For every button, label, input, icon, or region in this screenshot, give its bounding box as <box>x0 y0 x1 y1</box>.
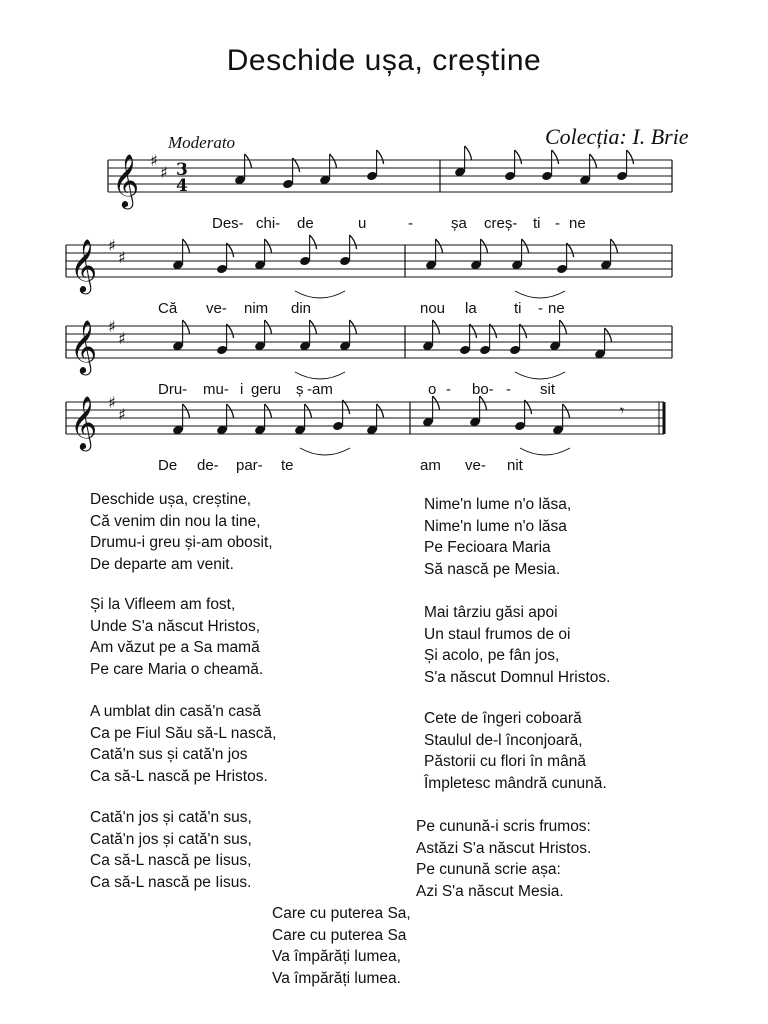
sharp-icon: ♯ <box>118 248 126 267</box>
note-flag <box>350 235 357 249</box>
eighth-rest-icon: 𝄾 <box>620 401 625 420</box>
verse-line: De departe am venit. <box>90 555 234 573</box>
tempo-marking: Moderato <box>168 133 236 152</box>
note-flag <box>310 235 317 249</box>
note-flag <box>480 396 487 410</box>
sharp-icon: ♯ <box>118 405 126 424</box>
verse-line: Azi S'a născut Mesia. <box>416 882 564 900</box>
note-flag <box>183 239 190 253</box>
note-flag <box>377 150 384 164</box>
verse-line: Deschide ușa, creștine, <box>90 491 252 508</box>
verse-line: Cete de îngeri coboară <box>424 710 582 727</box>
verse-line: Pe cunună scrie așa: <box>416 861 561 878</box>
verse-3 <box>90 594 263 680</box>
verse-line: Am văzut pe a Sa mamă <box>90 639 260 656</box>
slur <box>520 448 570 455</box>
lyric-syllable: am <box>420 457 441 474</box>
verse-line: Care cu puterea Sa <box>272 926 407 944</box>
lyric-syllable: nit <box>507 457 523 474</box>
verse-line: Nime'n lume n'o lăsa, <box>424 496 572 513</box>
verse-line: Ca să-L nască pe Iisus, <box>90 852 252 869</box>
lyric-syllable: chi- <box>256 215 281 232</box>
sharp-icon: ♯ <box>160 163 168 182</box>
note-flag <box>627 150 634 164</box>
note-flag <box>265 320 272 334</box>
lyric-syllable: geru <box>251 381 282 398</box>
verse-line: Că venim din nou la tine, <box>90 512 261 530</box>
verse-line: Ca pe Fiul Său să-L nască, <box>90 724 277 742</box>
lyric-syllable: - <box>408 215 413 232</box>
time-signature-bottom: 4 <box>176 176 188 196</box>
note-flag <box>605 328 612 342</box>
note-flag <box>433 396 440 410</box>
sharp-icon: ♯ <box>118 329 126 348</box>
sharp-icon: ♯ <box>108 393 116 412</box>
note-flag <box>560 320 567 334</box>
collection-credit: Colecția: I. Brie <box>545 124 689 149</box>
verse-line: Păstorii cu flori în mână <box>424 753 586 770</box>
slur <box>515 291 565 298</box>
lyric-syllable: ti <box>533 215 541 232</box>
note-flag <box>465 146 472 160</box>
note-flag <box>330 154 337 168</box>
verse-line: Cată'n jos și cată'n sus, <box>90 830 252 848</box>
lyric-syllable: - <box>555 215 560 232</box>
lyric-syllable: la <box>465 300 477 317</box>
verse-line: A umblat din casă'n casă <box>90 703 261 720</box>
verse-line: Și la Vifleem am fost, <box>90 596 236 613</box>
verse-line: Drumu-i greu și-am obosit, <box>90 534 273 551</box>
verse-line: Va împărăți lumea, <box>272 948 401 965</box>
verse-7 <box>90 807 252 893</box>
verse-line: Mai târziu găsi apoi <box>424 604 558 621</box>
treble-clef-icon: 𝄞 <box>112 153 140 207</box>
note-flag <box>350 320 357 334</box>
slur <box>515 372 565 379</box>
lyric-syllable: par- <box>236 457 263 474</box>
note-flag <box>377 404 384 418</box>
note-flag <box>265 404 272 418</box>
note-flag <box>515 150 522 164</box>
lyric-syllable: -am <box>307 381 333 398</box>
lyric-syllable: bo- <box>472 381 494 398</box>
lyric-syllable: o <box>428 381 437 398</box>
lyric-syllable: sit <box>540 381 555 398</box>
treble-clef-icon: 𝄞 <box>70 319 98 373</box>
lyric-syllable: - <box>538 300 543 317</box>
treble-clef-icon: 𝄞 <box>70 238 98 292</box>
lyric-syllable: ne <box>548 300 565 317</box>
note-flag <box>522 239 529 253</box>
verse-line: Să nască pe Mesia. <box>424 560 561 578</box>
note-flag <box>481 239 488 253</box>
note-flag <box>227 404 234 418</box>
verse-line: Astăzi S'a născut Hristos. <box>416 839 592 857</box>
verse-line: Ca să-L nască pe Iisus. <box>90 873 252 891</box>
note-flag <box>436 239 443 253</box>
lyric-syllable: nou <box>420 300 446 317</box>
lyric-syllable: șa <box>451 215 467 232</box>
lyric-syllable: - <box>506 381 511 398</box>
note-flag <box>433 320 440 334</box>
note-flag <box>265 239 272 253</box>
lyric-syllable: ne <box>569 215 586 232</box>
verse-6 <box>424 708 607 794</box>
lyric-syllable: De <box>158 457 178 474</box>
lyric-syllable: - <box>446 381 451 398</box>
lyric-syllable: ș <box>296 381 304 398</box>
song-title: Deschide ușa, creștine <box>226 44 542 77</box>
note-flag <box>563 404 570 418</box>
verse-line: Va împărăți lumea. <box>272 969 401 987</box>
time-signature-top: 3 <box>176 160 188 180</box>
note-flag <box>305 404 312 418</box>
verse-line: Și acolo, pe fân jos, <box>424 647 560 664</box>
lyric-syllable: i <box>240 381 244 398</box>
note-flag <box>245 154 252 168</box>
verse-5 <box>90 701 276 787</box>
note-flag <box>611 239 618 253</box>
verse-line: Ca să-L nască pe Hristos. <box>90 767 268 785</box>
slur <box>295 372 345 379</box>
verse-8 <box>416 816 591 902</box>
lyric-syllable: Des- <box>212 215 244 232</box>
note-flag <box>590 154 597 168</box>
verse-line: S'a născut Domnul Hristos. <box>424 668 611 686</box>
note-flag <box>183 320 190 334</box>
verse-line: Un staul frumos de oi <box>424 625 571 643</box>
slur <box>295 291 345 298</box>
verse-2 <box>424 494 571 580</box>
lyric-syllable: de <box>297 215 314 232</box>
lyric-syllable: mu- <box>203 381 229 398</box>
slur <box>300 448 350 455</box>
treble-clef-icon: 𝄞 <box>70 395 98 449</box>
verse-line: Pe Fecioara Maria <box>424 539 551 556</box>
verse-line: Unde S'a născut Hristos, <box>90 617 261 635</box>
verse-line: Staulul de-l înconjoară, <box>424 731 583 749</box>
verse-line: Pe cunună-i scris frumos: <box>416 818 591 835</box>
sharp-icon: ♯ <box>150 151 158 170</box>
lyric-syllable: ti <box>514 300 522 317</box>
sharp-icon: ♯ <box>108 317 116 336</box>
lyric-syllable: din <box>291 300 312 317</box>
verse-1 <box>90 489 273 575</box>
verse-line: Care cu puterea Sa, <box>272 905 411 922</box>
lyric-syllable: u <box>358 215 367 232</box>
verse-line: Pe care Maria o cheamă. <box>90 660 264 678</box>
lyric-syllable: ve- <box>465 457 486 474</box>
verse-line: Nime'n lume n'o lăsa <box>424 517 567 535</box>
note-flag <box>310 320 317 334</box>
sheet-music-score <box>0 0 768 480</box>
lyric-syllable: de- <box>197 457 219 474</box>
lyric-syllable: Dru- <box>158 381 188 398</box>
note-flag <box>183 404 190 418</box>
lyric-syllable: ve- <box>206 300 227 317</box>
lyric-syllable: nim <box>244 300 269 317</box>
verse-line: Cată'n sus și cată'n jos <box>90 746 248 763</box>
note-flag <box>552 150 559 164</box>
sharp-icon: ♯ <box>108 236 116 255</box>
verse-line: Cată'n jos și cată'n sus, <box>90 809 252 826</box>
verse-4 <box>424 602 610 688</box>
lyric-syllable: Că <box>158 300 178 317</box>
verse-line: Împletesc mândră cunună. <box>424 774 607 792</box>
lyric-syllable: te <box>281 457 294 474</box>
lyric-syllable: creș- <box>484 215 518 232</box>
verse-9 <box>272 903 411 989</box>
